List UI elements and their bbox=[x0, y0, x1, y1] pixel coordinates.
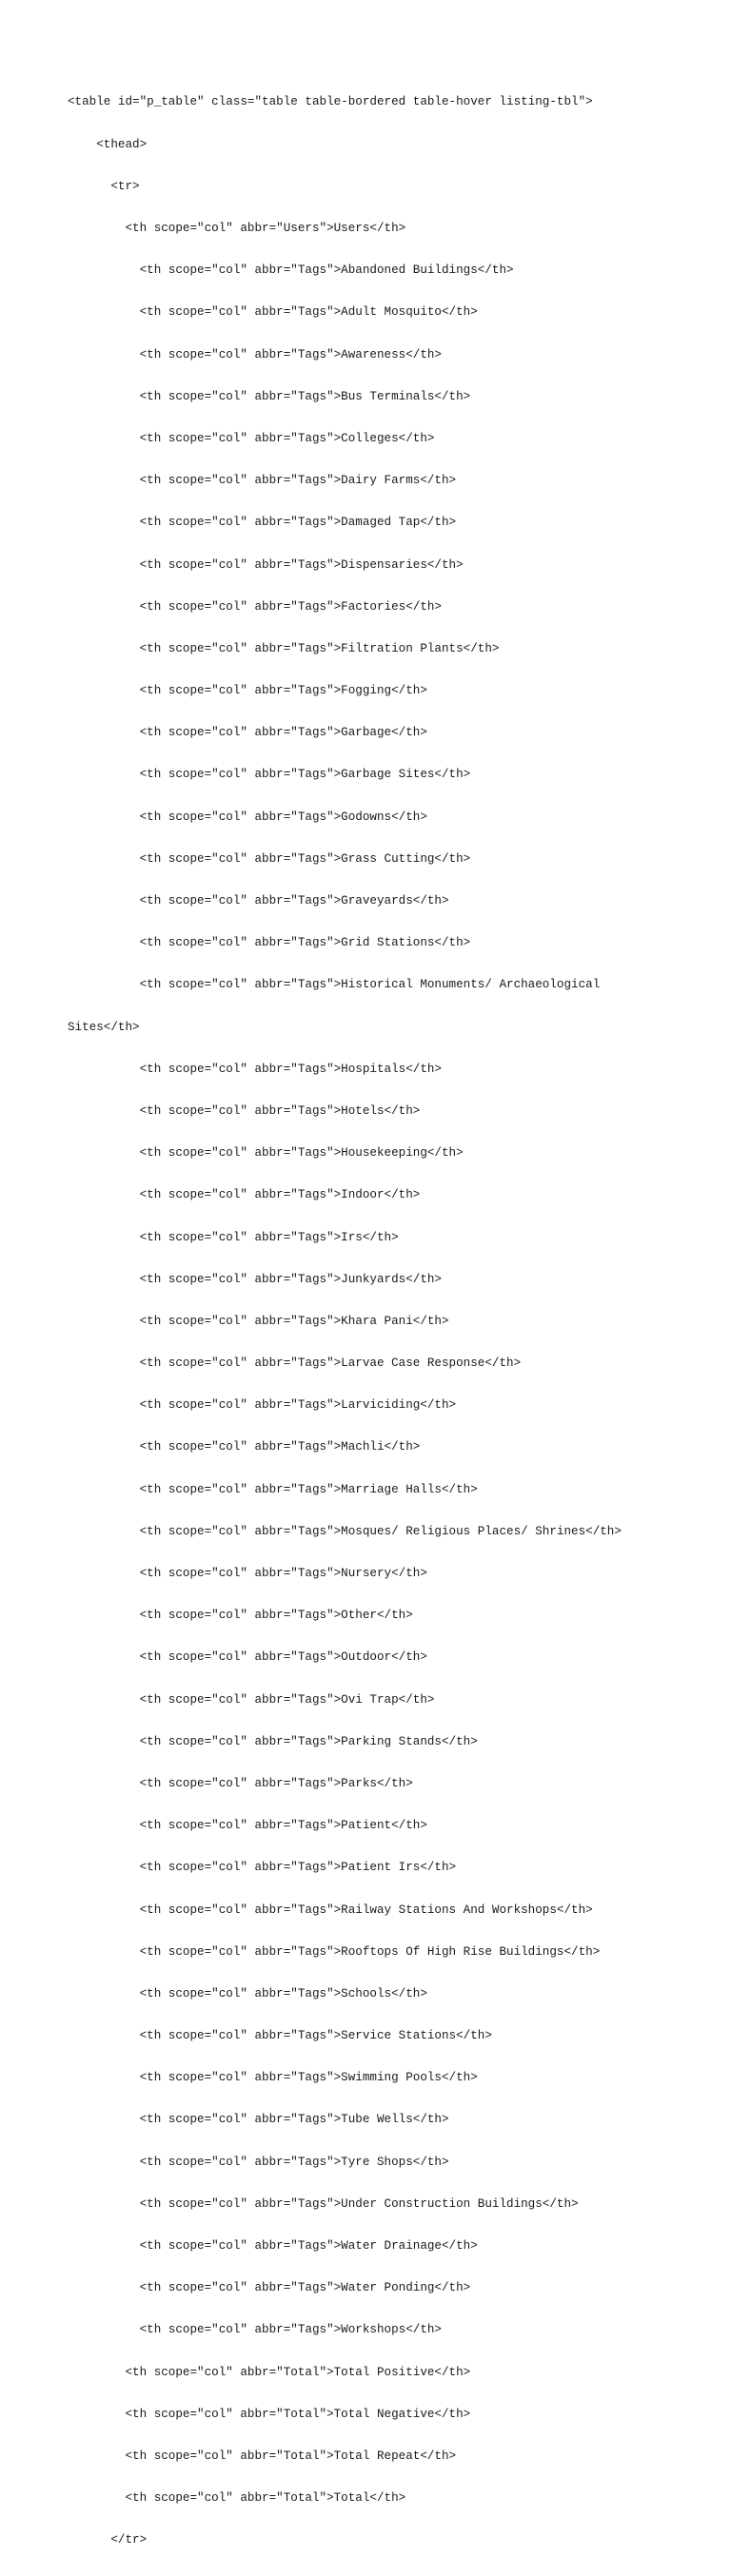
code-line: <th scope="col" abbr="Tags">Under Construction Buildings</th> bbox=[68, 2196, 579, 2211]
code-line: <th scope="col" abbr="Tags">Hotels</th> bbox=[68, 1103, 421, 1118]
code-line: <th scope="col" abbr="Tags">Ovi Trap</th> bbox=[68, 1692, 435, 1707]
code-line: <th scope="col" abbr="Tags">Mosques/ Religious Places/ Shrines</th> bbox=[68, 1524, 622, 1538]
code-line: <th scope="col" abbr="Tags">Water Ponding</th> bbox=[68, 2281, 471, 2295]
code-line: <th scope="col" abbr="Tags">Patient Irs</th> bbox=[68, 1861, 457, 1875]
code-line: <thead> bbox=[68, 137, 148, 151]
code-line: <th scope="col" abbr="Tags">Swimming Pools</th> bbox=[68, 2071, 478, 2085]
code-line: <th scope="col" abbr="Total">Total Positive</th> bbox=[68, 2365, 471, 2379]
code-line: <th scope="col" abbr="Tags">Patient</th> bbox=[68, 1819, 427, 1833]
code-line: <th scope="col" abbr="Tags">Tyre Shops</th> bbox=[68, 2155, 449, 2169]
code-line: <th scope="col" abbr="Tags">Abandoned Buildings</th> bbox=[68, 263, 514, 278]
code-line: <tr> bbox=[68, 179, 140, 193]
code-line: <th scope="col" abbr="Tags">Damaged Tap</th> bbox=[68, 516, 457, 530]
code-line: <th scope="col" abbr="Tags">Workshops</th> bbox=[68, 2323, 442, 2337]
code-line: <th scope="col" abbr="Tags">Larviciding</th> bbox=[68, 1398, 457, 1413]
code-line: <th scope="col" abbr="Tags">Colleges</th> bbox=[68, 431, 435, 445]
code-line: <th scope="col" abbr="Tags">Outdoor</th> bbox=[68, 1650, 427, 1665]
code-line: <th scope="col" abbr="Tags">Graveyards</th> bbox=[68, 894, 449, 908]
code-block bbox=[68, 68, 715, 2576]
code-line: <th scope="col" abbr="Tags">Awareness</th> bbox=[68, 347, 442, 361]
code-line: <th scope="col" abbr="Tags">Service Stations</th> bbox=[68, 2029, 492, 2043]
code-line: <th scope="col" abbr="Tags">Adult Mosquito</th> bbox=[68, 305, 478, 320]
code-line: <th scope="col" abbr="Tags">Grid Stations</th> bbox=[68, 936, 471, 950]
code-line: <th scope="col" abbr="Tags">Garbage</th> bbox=[68, 726, 427, 740]
code-line: <th scope="col" abbr="Tags">Water Drainage</th> bbox=[68, 2239, 478, 2254]
code-line: <th scope="col" abbr="Tags">Nursery</th> bbox=[68, 1567, 427, 1581]
code-line: <th scope="col" abbr="Tags">Larvae Case Response</th> bbox=[68, 1356, 522, 1371]
code-line: <th scope="col" abbr="Tags">Junkyards</th> bbox=[68, 1272, 442, 1286]
code-line: <th scope="col" abbr="Tags">Other</th> bbox=[68, 1609, 413, 1623]
code-line: <th scope="col" abbr="Tags">Historical Monuments/ Archaeological bbox=[68, 978, 601, 992]
code-line: <th scope="col" abbr="Tags">Marriage Halls</th> bbox=[68, 1482, 478, 1496]
code-line: <th scope="col" abbr="Total">Total</th> bbox=[68, 2491, 406, 2506]
code-line: <th scope="col" abbr="Tags">Irs</th> bbox=[68, 1230, 399, 1244]
code-line: <th scope="col" abbr="Tags">Filtration Plants</th> bbox=[68, 641, 500, 655]
code-line: <th scope="col" abbr="Tags">Khara Pani</th> bbox=[68, 1314, 449, 1328]
code-line: <th scope="col" abbr="Total">Total Repeat</th> bbox=[68, 2449, 457, 2463]
code-line: Sites</th> bbox=[68, 1020, 140, 1034]
code-line: <th scope="col" abbr="Tags">Dairy Farms</th> bbox=[68, 474, 457, 488]
code-line: <table id="p_table" class="table table-bordered table-hover listing-tbl"> bbox=[68, 95, 593, 109]
code-line: <th scope="col" abbr="Tags">Parking Stands</th> bbox=[68, 1734, 478, 1748]
code-line: <th scope="col" abbr="Total">Total Negative</th> bbox=[68, 2407, 471, 2421]
code-line: <th scope="col" abbr="Tags">Housekeeping</th> bbox=[68, 1146, 464, 1161]
code-line: <th scope="col" abbr="Tags">Machli</th> bbox=[68, 1440, 421, 1454]
code-line: </tr> bbox=[68, 2533, 148, 2547]
code-line: <th scope="col" abbr="Tags">Dispensaries</th> bbox=[68, 557, 464, 572]
code-line: <th scope="col" abbr="Tags">Indoor</th> bbox=[68, 1188, 421, 1202]
code-line: <th scope="col" abbr="Tags">Bus Terminals</th> bbox=[68, 389, 471, 403]
code-line: <th scope="col" abbr="Tags">Rooftops Of High Rise Buildings</th> bbox=[68, 1944, 601, 1959]
code-line: <th scope="col" abbr="Tags">Factories</th> bbox=[68, 599, 442, 614]
code-line: <th scope="col" abbr="Tags">Schools</th> bbox=[68, 1986, 427, 2000]
code-line: <th scope="col" abbr="Tags">Garbage Sites</th> bbox=[68, 768, 471, 782]
code-line: <th scope="col" abbr="Tags">Railway Stations And Workshops</th> bbox=[68, 1903, 593, 1917]
code-line: <th scope="col" abbr="Users">Users</th> bbox=[68, 222, 406, 236]
code-line: <th scope="col" abbr="Tags">Godowns</th> bbox=[68, 810, 427, 824]
code-line: <th scope="col" abbr="Tags">Fogging</th> bbox=[68, 684, 427, 698]
code-line: <th scope="col" abbr="Tags">Parks</th> bbox=[68, 1776, 413, 1790]
code-line: <th scope="col" abbr="Tags">Grass Cutting</th> bbox=[68, 851, 471, 866]
code-line: <th scope="col" abbr="Tags">Tube Wells</th> bbox=[68, 2113, 449, 2127]
code-line: <th scope="col" abbr="Tags">Hospitals</th> bbox=[68, 1062, 442, 1076]
